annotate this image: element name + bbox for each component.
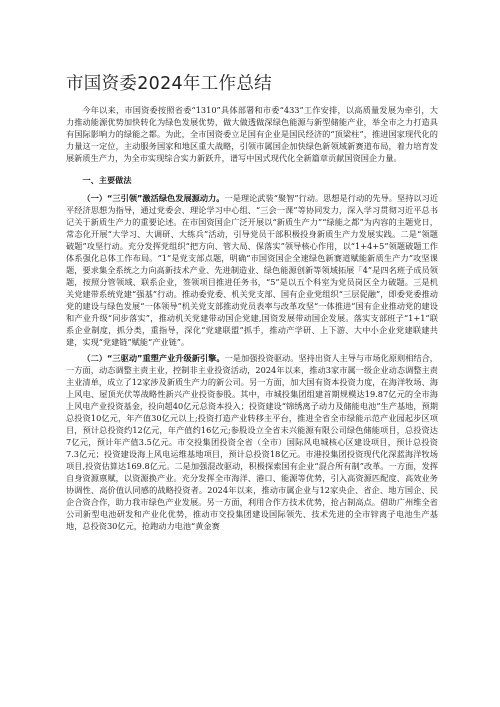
subsection-1-text: 一是理论武装“聚智”行动。思想是行动的先导。坚持以习近平经济思想为指导，通过党委会、理论学习中心组、“三会一课”等协同发力，深入学习贯彻习近平总书记关于新质生产力的重要论述。在市国资国企广泛开展以“新质生产力”“绿能之都”为内容的主题党日，常态化开展“大学习、大调研、大练兵”活动，引导党员干部积极投身新质生产力发展实践。二是“领题破题”攻坚行动。充分发挥党组织“把方向、管大局、保落实”领导核心作用，以“1+4+5”领题破题工作体系强化总体工作布局。“1”是党支部点题，明确“市国资国企全速绿色新赛道赋能新质生产力”攻坚课题，要求集全系统之力向高新技术产业、先进制造业、绿色能源创新等领域拓展「4”是四名班子成员领题，按照分管领域、联系企业，签领项目推进任务书，“5”是以五个科室为党员岗区全力破题。三是机关党建带系统党建“强基”行动。推动委党委、机关党支部、国有企业党组织“三层促融”，即委党委推动党的建设与绿色发展“一体领导”机关党支部推动党员表率与改革攻坚“一体推进”国有企业推动党的建设和产业升级“同步落实”，推动机关党建带动国企党建,国资发展带动国企发展。落实支部班子“1+1”联系企业制度，抓分类，重指导，深化“党建联盟”抓手，推动产学研、上下游、大中小企业党建联建共建，实现“党建链”赋能“产业链”。 <box>66 193 439 347</box>
subsection-2-paragraph <box>66 352 438 532</box>
document-title: 市国资委2024年工作总结 <box>66 74 272 94</box>
subsection-2-text: 一是加强投资驱动。坚持出资人主导与市场化原则相结合，一方面，动态调整主责主业，控制非主业投资活动，2024年以来，推动3家市属一级企业动态调整主责主业清单，成立了12家涉及新质生产力的新公司。另一方面，加大国有资本投资力度，在海洋牧场、海上风电、屋顶光伏等战略性新兴产业投资参股。其中，市城投集团组建首期规模达19.87亿元的全市海上风电产业投资基金，投向超40亿元总资本投入；投资建设“锦绣离子动力及储能电池”生产基地，预期总投资10亿元，年产值30亿元以上;投资打造产业转移主平台，推进全省全市绿能示范产业园起步区项目，预计总投资约12亿元，年产值约16亿元;参股设立全省未兴能源有限公司绿色储能项目，总投资达7亿元，预计年产值3.5亿元。市交投集团投资全省（全市）国际风电城核心区建设项目，预计总投资7.3亿元；投资建设海上风电运维基地项目，预计总投资18亿元。市港投集团投资现代化深蓝海洋牧场项目,投资估算达169.8亿元。二是加强混改驱动，积极探索国有企业“混合所有制”改革。一方面，发挥自身资源禀赋，以资源换产业。充分发挥全市海洋、港口、能源等优势，引入高资源匹配度、高效业务协调性、高价值认同感的战略投资者。2024年以来，推动市属企业与12家央企、省企、地方国企、民企合资合作，助力我市绿色产业发展。另一方面，利用合作方技术优势，抢占制高点。借助广州维全省公司新型电池研发和产业化优势，推动市交投集团建设国际领先、技术先进的全市锌离子电池生产基地，总投资30亿元，抢跑动力电池“黄金赛 <box>66 353 438 531</box>
subsection-2-lead: （二）“三驱动”重塑产业升级新引擎。 <box>82 353 225 363</box>
subsection-1-lead: （一）“三引领”激活绿色发展源动力。 <box>82 193 225 203</box>
subsection-1-paragraph <box>66 192 438 348</box>
document-body <box>66 104 438 532</box>
intro-paragraph: 今年以来，市国资委按照省委“1310”具体部署和市委“433”工作安排，以高质量发展为牵引，大力推动能源优势加快转化为绿色发展优势，做大做透做深绿色能源与新型储能产业，举全市之力打造具有国际影响力的绿能之都。为此，全市国资委立足国有企业是国民经济的“顶梁柱”，推进国家现代化的力量这一定位，主动服务国家和地区重大战略，引领市属国企加快绿色新领域新赛道布局，着力培育发展新质生产力，为全市实现综合实力新跃升，谱写中国式现代化全新篇章贡献国资国企力量。 <box>66 105 438 163</box>
section-heading: 一、主要做法 <box>82 175 132 185</box>
